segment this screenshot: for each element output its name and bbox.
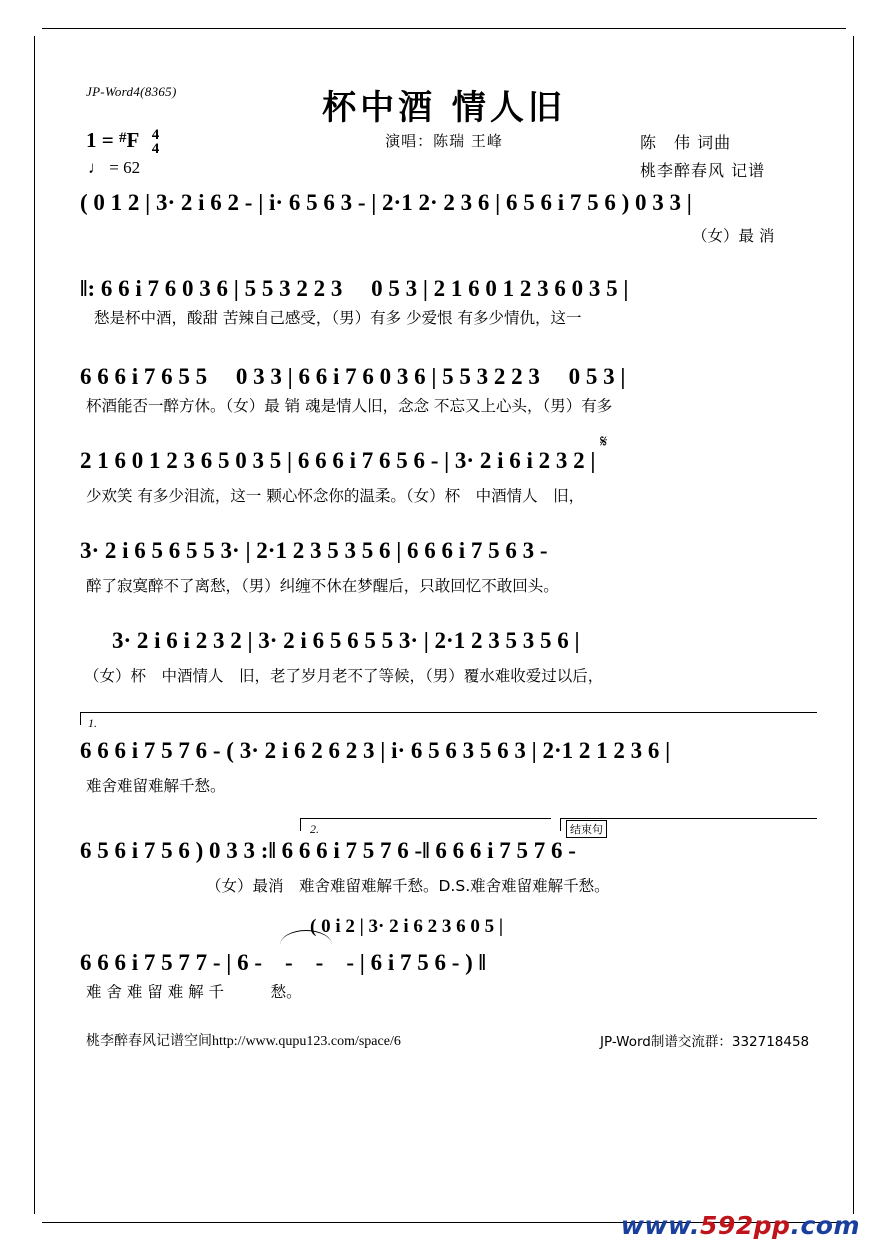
score-line-1	[80, 190, 820, 254]
footer-qq-group: JP-Word制谱交流群：332718458	[600, 1034, 810, 1050]
corner-mask-bl	[28, 1214, 42, 1228]
key-signature	[86, 128, 159, 157]
score-line-8	[80, 838, 820, 902]
score-line-6	[84, 628, 812, 692]
notes-row: 6 5 6 i 7 5 6 ) 0 3 3 :‖ 6 6 6 i 7 5 7 6 -‖ 6 6 6 i 7 5 7 6 -	[80, 838, 576, 863]
score-line-4	[80, 432, 820, 512]
lyrics-row: 难 舍 难 留 难 解 千 愁。	[86, 983, 302, 1001]
meter-top: 4	[151, 127, 160, 143]
score-line-9	[80, 916, 820, 1001]
footer-space-link[interactable]: 桃李醉春风记谱空间http://www.qupu123.com/space/6	[86, 1034, 401, 1049]
lyrics-row: （女）杯 中酒情人 旧，老了岁月老不了等候，（男）覆水难收爱过以后，	[84, 667, 604, 685]
notes-row: 6 6 6 i 7 5 7 7 - | 6 - - - - | 6 i 7 5 6 - ) ‖	[80, 950, 486, 975]
segno-icon: 𝄋	[600, 432, 608, 452]
notes-row: ‖: 6 6 i 7 6 0 3 6 | 5 5 3 2 2 3 0 5 3 | 2 1 6 0 1 2 3 6 0 3 5 |	[80, 276, 629, 301]
score-line-3	[80, 358, 820, 422]
document-id: JP-Word4(8365)	[86, 84, 177, 99]
score-line-2	[80, 270, 820, 334]
site-watermark: www.592pp.com	[620, 1211, 860, 1240]
notes-row-pickup: ( 0 i 2 | 3· 2 i 6 2 3 6 0 5 |	[310, 916, 504, 937]
lyrics-row: 难舍难留难解千愁。	[86, 777, 226, 795]
singer-credit: 演唱：陈瑞 王峰	[385, 132, 503, 150]
score-line-7	[80, 738, 820, 802]
corner-mask-tl	[28, 22, 42, 36]
lyrics-row: （女）最消 难舍难留难解千愁。D.S.难舍难留难解千愁。	[206, 877, 610, 895]
score-line-5	[80, 538, 820, 602]
lyrics-row: 醉了寂寞醉不了离愁，（男）纠缠不休在梦醒后，只敢回忆不敢回头。	[86, 577, 559, 595]
notes-row: 6 6 6 i 7 6 5 5 0 3 3 | 6 6 i 7 6 0 3 6 | 5 5 3 2 2 3 0 5 3 |	[80, 364, 626, 389]
page-title: 杯中酒 情人旧	[322, 88, 566, 128]
tempo-marking: ♩ = 62	[88, 158, 141, 177]
transcriber-credit: 桃李醉春风 记谱	[640, 161, 766, 180]
lyrics-row: 少欢笑 有多少泪流，这一 颗心怀念你的温柔。（女）杯 中酒情人 旧，	[86, 487, 585, 505]
notes-row: ( 0 1 2 | 3· 2 i 6 2 - | i· 6 5 6 3 - | 2·1 2· 2 3 6 | 6 5 6 i 7 5 6 ) 0 3 3 |	[80, 190, 692, 215]
corner-mask-tr	[846, 22, 860, 36]
composer-credit: 陈 伟 词曲	[640, 133, 732, 152]
time-signature	[152, 128, 160, 157]
notes-row: 3· 2 i 6 i 2 3 2 | 3· 2 i 6 5 6 5 5 3· | 2·1 2 3 5 3 5 6 |	[112, 628, 580, 653]
lyrics-row: 愁是杯中酒，酸甜 苦辣自己感受，（男）有多 少爱恨 有多少情仇，这一	[94, 309, 582, 327]
second-ending-bracket	[300, 818, 551, 831]
first-ending-label: 1.	[88, 716, 97, 730]
lyrics-row: （女）最 消	[692, 227, 775, 245]
notes-row: 6 6 6 i 7 5 7 6 - ( 3· 2 i 6 2 6 2 3 | i· 6 5 6 3 5 6 3 | 2·1 2 1 2 3 6 |	[80, 738, 671, 763]
key-note: F	[126, 128, 139, 153]
first-ending-bracket	[80, 712, 817, 725]
key-accidental: #	[118, 130, 127, 147]
coda-label: 结束句	[566, 820, 607, 838]
second-ending-label: 2.	[310, 822, 319, 836]
key-signature-label: 1 =	[86, 128, 119, 153]
lyrics-row: 杯酒能否一醉方休。（女）最 销 魂是情人旧，念念 不忘又上心头，（男）有多	[86, 397, 613, 415]
notes-row: 3· 2 i 6 5 6 5 5 3· | 2·1 2 3 5 3 5 6 | 6 6 6 i 7 5 6 3 -	[80, 538, 548, 563]
notes-row: 2 1 6 0 1 2 3 6 5 0 3 5 | 6 6 6 i 7 6 5 6 - | 3· 2 i 6 i 2 3 2 |	[80, 448, 596, 473]
meter-bottom: 4	[151, 141, 160, 158]
